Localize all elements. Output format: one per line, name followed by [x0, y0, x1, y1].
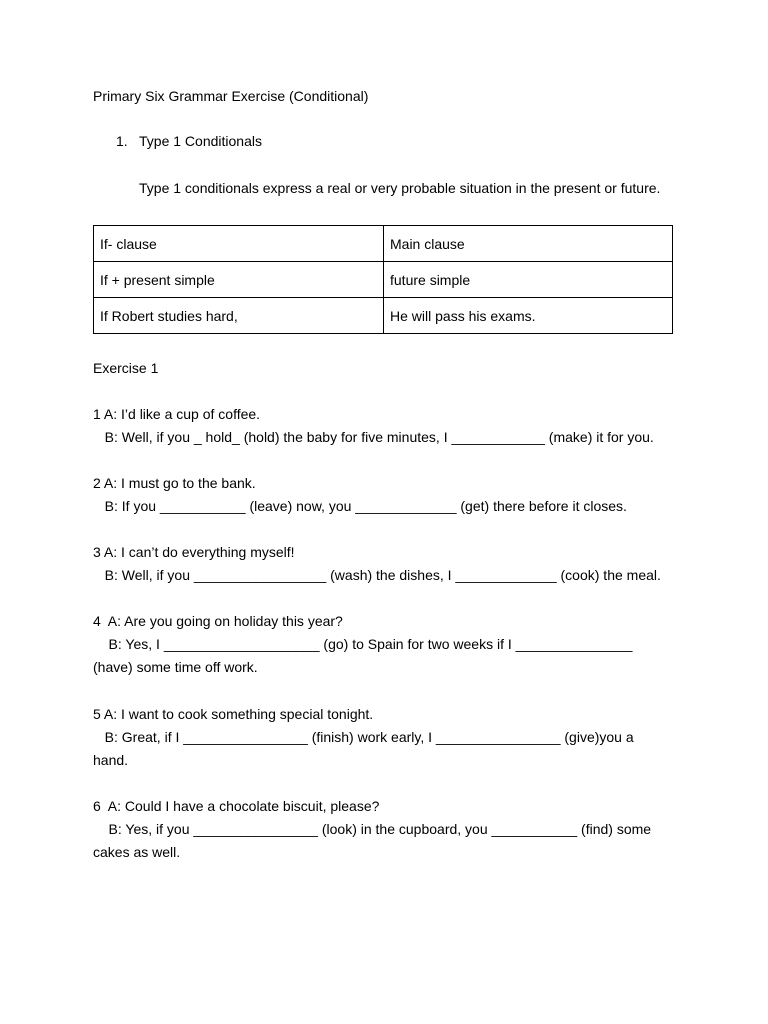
- conditional-rule-table: [93, 225, 673, 334]
- question-6-b: B: Yes, if you ________________ (look) in the cupboard, you ___________ (find) some: [93, 821, 652, 837]
- table-header-cell: If- clause: [94, 226, 384, 262]
- question-1-a: 1 A: I’d like a cup of coffee.: [93, 406, 261, 422]
- question-2-b: B: If you ___________ (leave) now, you _____________ (get) there before it closes.: [93, 498, 627, 514]
- table-cell: He will pass his exams.: [384, 298, 673, 334]
- question-5-b: B: Great, if I ________________ (finish) work early, I ________________ (give)you a: [93, 729, 634, 745]
- question-4-a: 4 A: Are you going on holiday this year?: [93, 613, 343, 629]
- question-4-c: (have) some time off work.: [93, 659, 258, 675]
- question-5-a: 5 A: I want to cook something special tonight.: [93, 706, 374, 722]
- table-header-cell: Main clause: [384, 226, 673, 262]
- table-row: [94, 226, 673, 262]
- table-cell: If Robert studies hard,: [94, 298, 384, 334]
- question-3-b: B: Well, if you _________________ (wash) the dishes, I _____________ (cook) the meal.: [93, 567, 661, 583]
- document-title: Primary Six Grammar Exercise (Conditional): [93, 88, 369, 104]
- question-6-a: 6 A: Could I have a chocolate biscuit, please?: [93, 798, 380, 814]
- question-4-b: B: Yes, I ____________________ (go) to Spain for two weeks if I _______________: [93, 636, 633, 652]
- section-title: Type 1 Conditionals: [139, 133, 262, 149]
- table-cell: future simple: [384, 262, 673, 298]
- question-6-c: cakes as well.: [93, 844, 181, 860]
- question-1-b: B: Well, if you _ hold_ (hold) the baby for five minutes, I ____________ (make) it for you.: [93, 429, 654, 445]
- table-row: [94, 298, 673, 334]
- question-5-c: hand.: [93, 752, 129, 768]
- question-3-a: 3 A: I can’t do everything myself!: [93, 544, 295, 560]
- table-row: [94, 262, 673, 298]
- exercise-heading: Exercise 1: [93, 360, 159, 376]
- section-number: 1.: [116, 133, 128, 149]
- table-cell: If + present simple: [94, 262, 384, 298]
- question-2-a: 2 A: I must go to the bank.: [93, 475, 256, 491]
- section-description: Type 1 conditionals express a real or very probable situation in the present or future.: [139, 180, 661, 196]
